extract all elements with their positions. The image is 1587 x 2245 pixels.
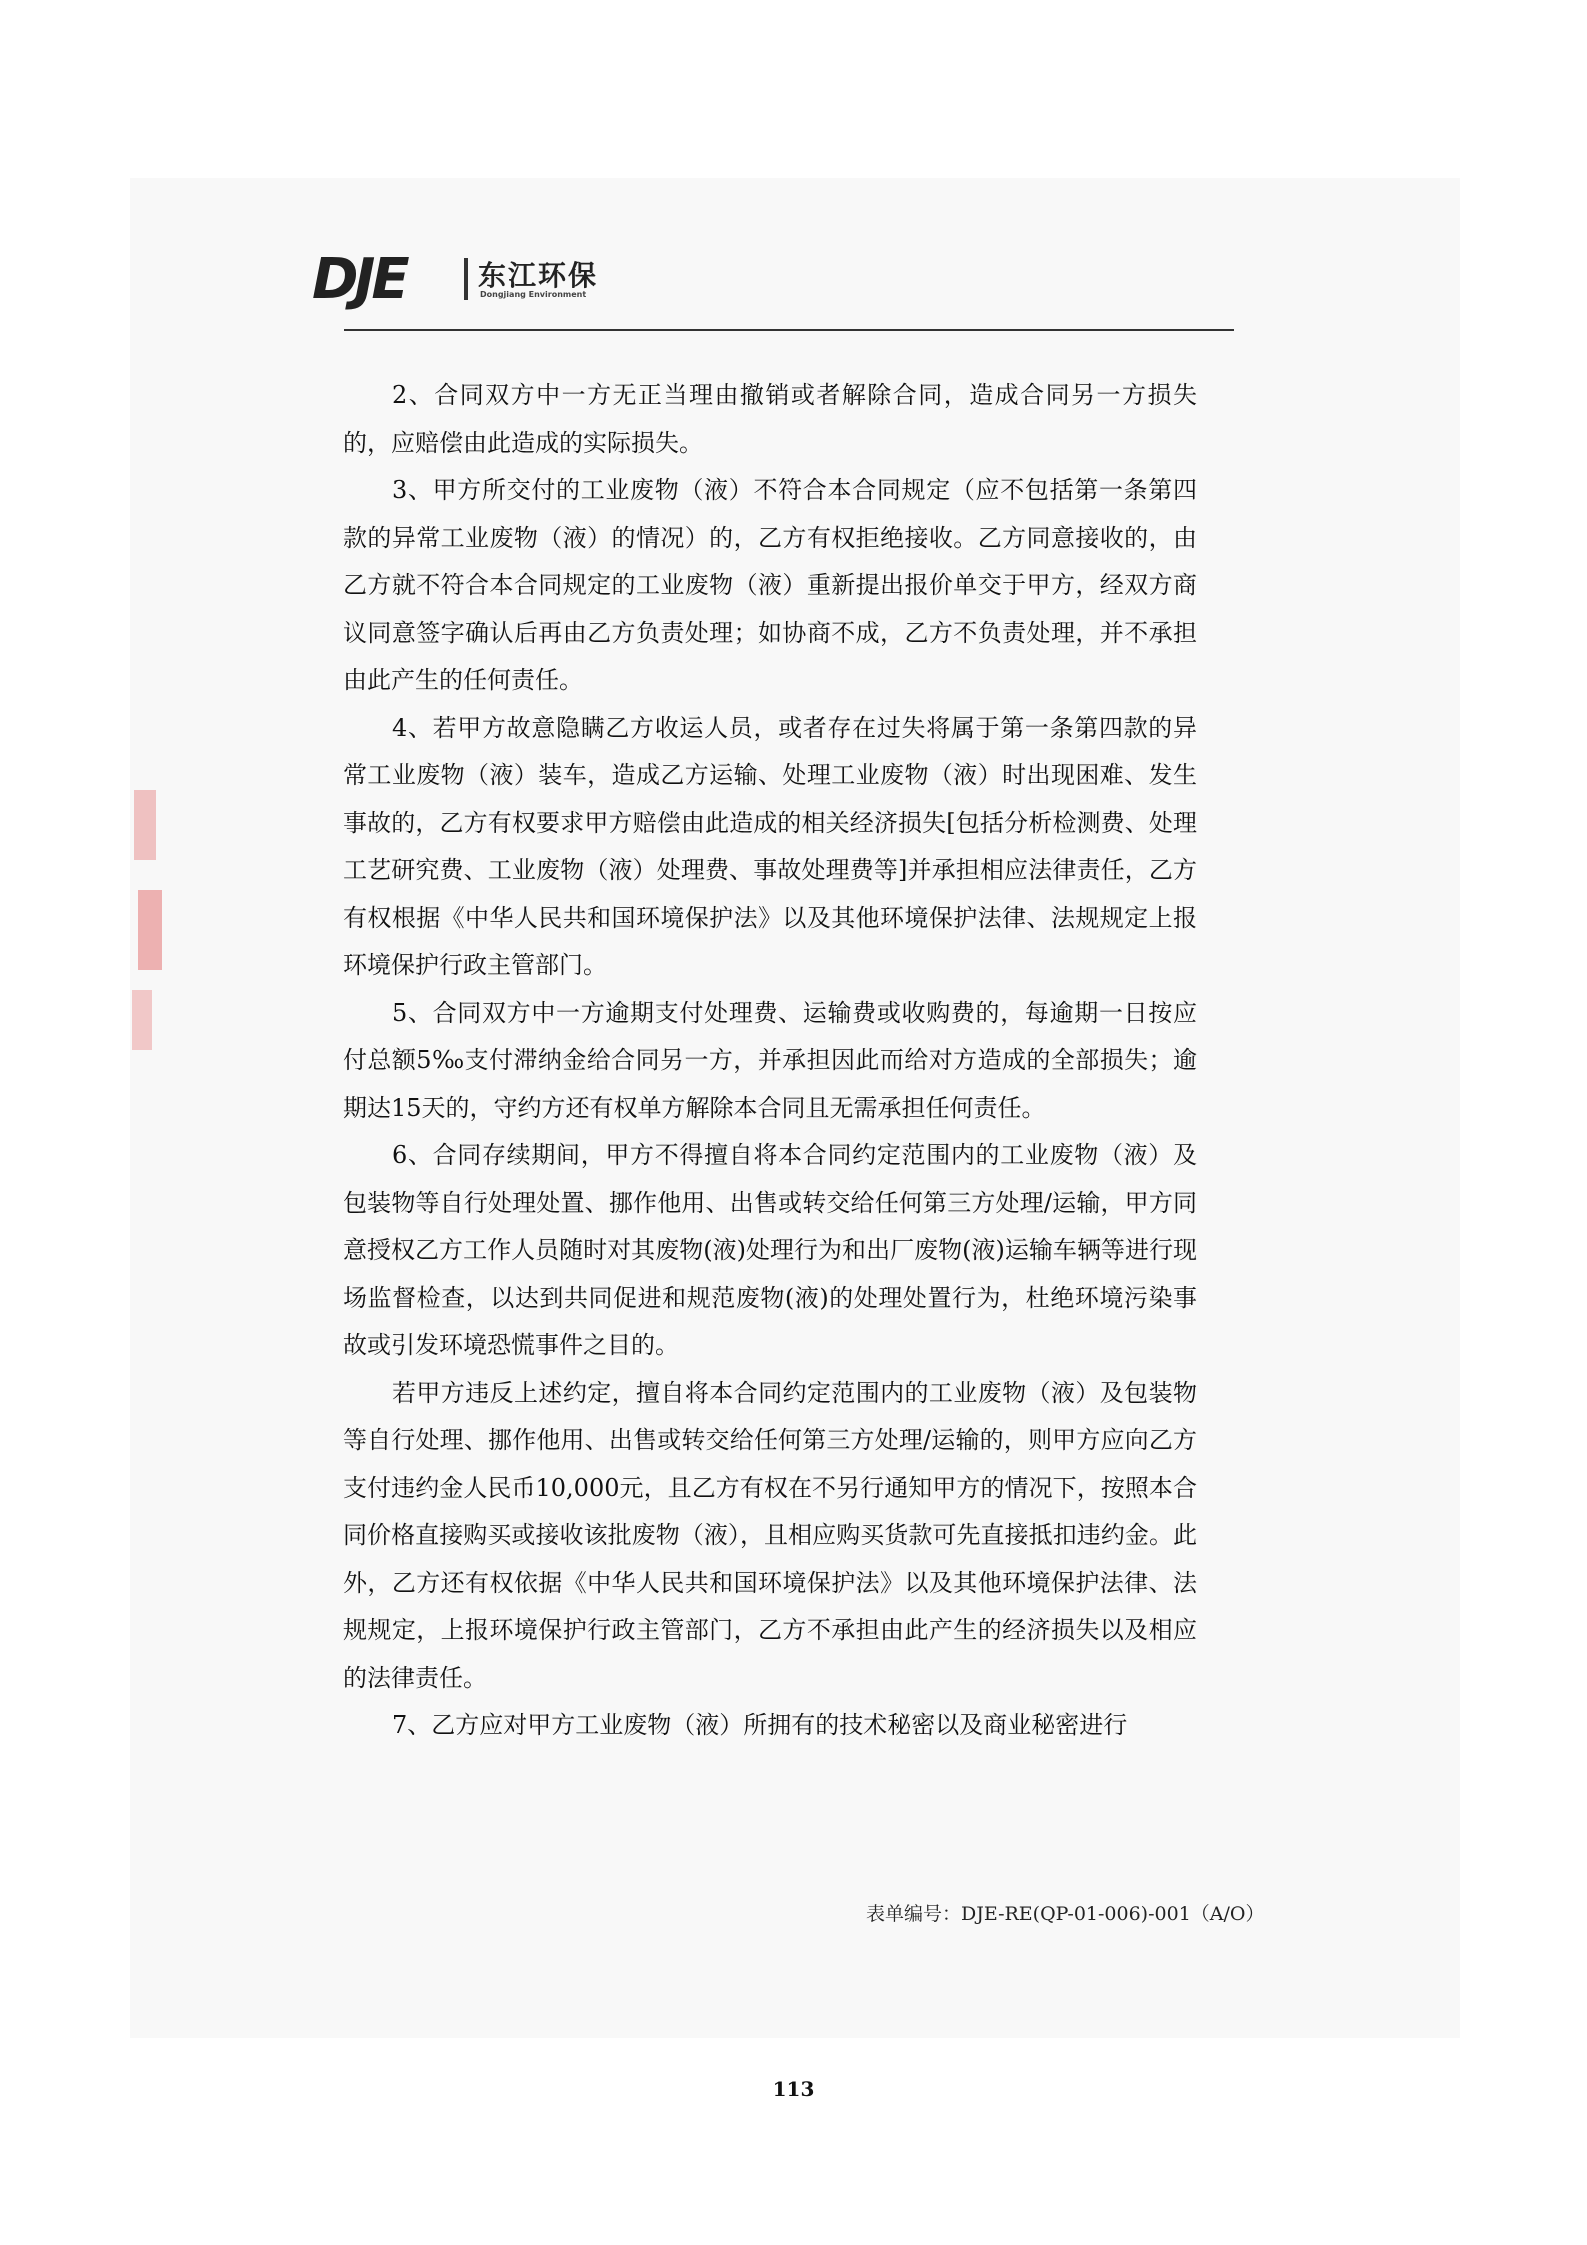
- form-code: 表单编号：DJE-RE(QP-01-006)-001（A/O）: [866, 1903, 1265, 1925]
- clause-6: 6、合同存续期间，甲方不得擅自将本合同约定范围内的工业废物（液）及包装物等自行处理处置、挪作他用、出售或转交给任何第三方处理/运输，甲方同意授权乙方工作人员随时对其废物(液)处理行为和出厂废物(液)运输车辆等进行现场监督检查，以达到共同促进和规范废物(液)的处理处置行为，杜绝环境污染事故或引发环境恐慌事件之目的。: [343, 1141, 1197, 1359]
- clause-6-breach: 若甲方违反上述约定，擅自将本合同约定范围内的工业废物（液）及包装物等自行处理、挪作他用、出售或转交给任何第三方处理/运输的，则甲方应向乙方支付违约金人民币10,000元，且乙方有权在不另行通知甲方的情况下，按照本合同价格直接购买或接收该批废物（液），且相应购买货款可先直接抵扣违约金。此外，乙方还有权依据《中华人民共和国环境保护法》以及其他环境保护法律、法规规定，上报环境保护行政主管部门，乙方不承担由此产生的经济损失以及相应的法律责任。: [343, 1378, 1197, 1692]
- clause-7: 7、乙方应对甲方工业废物（液）所拥有的技术秘密以及商业秘密进行: [392, 1711, 1128, 1739]
- logo-chinese-name: 东江环保: [478, 259, 599, 292]
- contract-body: [343, 372, 1197, 1750]
- logo-divider: [464, 258, 468, 300]
- clause-5: 5、合同双方中一方逾期支付处理费、运输费或收购费的，每逾期一日按应付总额5‰支付滞纳金给合同另一方，并承担因此而给对方造成的全部损失；逾期达15天的，守约方还有权单方解除本合同且无需承担任何责任。: [343, 998, 1197, 1122]
- logo-mark: DJE: [312, 247, 406, 312]
- clause-2: 2、合同双方中一方无正当理由撤销或者解除合同，造成合同另一方损失的，应赔偿由此造成的实际损失。: [343, 381, 1197, 457]
- clause-3: 3、甲方所交付的工业废物（液）不符合本合同规定（应不包括第一条第四款的异常工业废物（液）的情况）的，乙方有权拒绝接收。乙方同意接收的，由乙方就不符合本合同规定的工业废物（液）重新提出报价单交于甲方，经双方商议同意签字确认后再由乙方负责处理；如协商不成，乙方不负责处理，并不承担由此产生的任何责任。: [343, 476, 1197, 694]
- red-seal-stamp-fragment: [128, 790, 168, 1080]
- header-rule: [344, 329, 1234, 331]
- clause-4: 4、若甲方故意隐瞒乙方收运人员，或者存在过失将属于第一条第四款的异常工业废物（液）装车，造成乙方运输、处理工业废物（液）时出现困难、发生事故的，乙方有权要求甲方赔偿由此造成的相关经济损失[包括分析检测费、处理工艺研究费、工业废物（液）处理费、事故处理费等]并承担相应法律责任，乙方有权根据《中华人民共和国环境保护法》以及其他环境保护法律、法规规定上报环境保护行政主管部门。: [343, 713, 1197, 979]
- page-number: 113: [772, 2077, 815, 2101]
- logo-english-name: Dongjiang Environment: [480, 290, 587, 299]
